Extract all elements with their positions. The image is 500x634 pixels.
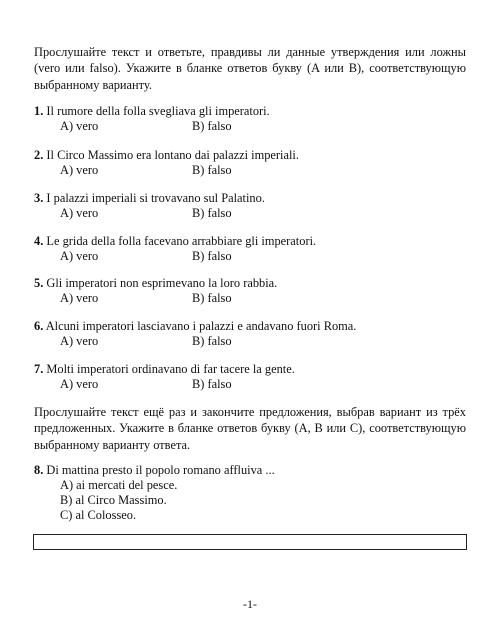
option-b[interactable]: B) falso [192, 119, 232, 133]
option-a[interactable]: A) vero [60, 334, 99, 348]
question-text: Alcuni imperatori lasciavano i palazzi e andavano fuori Roma. [45, 319, 357, 333]
question-number: 1. [34, 104, 44, 118]
question-number: 7. [34, 362, 44, 376]
question-text: Molti imperatori ordinavano di far tacere la gente. [46, 362, 295, 376]
question-8 [34, 463, 466, 523]
option-b[interactable]: B) falso [192, 291, 232, 305]
option-a[interactable]: A) vero [60, 249, 99, 263]
question-number: 2. [34, 148, 44, 162]
option-b[interactable]: B) al Circo Massimo. [60, 493, 167, 507]
question-3 [34, 191, 466, 221]
question-7 [34, 362, 466, 392]
question-2 [34, 148, 466, 178]
question-text: Di mattina presto il popolo romano affluiva ... [46, 463, 275, 477]
option-b[interactable]: B) falso [192, 249, 232, 263]
question-number: 8. [34, 463, 44, 477]
instructions-part-2: Прослушайте текст ещё раз и закончите предложения, выбрав вариант из трёх предложенных. Укажите в бланке ответов букву (A, B или C), соответствующую выбранному варианту ответа. [34, 405, 466, 452]
option-a[interactable]: A) vero [60, 119, 99, 133]
question-text: Il Circo Massimo era lontano dai palazzi imperiali. [46, 148, 299, 162]
option-b[interactable]: B) falso [192, 334, 232, 348]
question-number: 4. [34, 234, 44, 248]
question-number: 6. [34, 319, 44, 333]
option-a[interactable]: A) vero [60, 163, 99, 177]
option-a[interactable]: A) vero [60, 377, 99, 391]
option-c[interactable]: C) al Colosseo. [60, 508, 137, 522]
question-1 [34, 104, 466, 134]
question-text: Gli imperatori non esprimevano la loro rabbia. [46, 276, 278, 290]
question-text: Le grida della folla facevano arrabbiare gli imperatori. [46, 234, 317, 248]
option-a[interactable]: A) vero [60, 291, 99, 305]
answer-box[interactable] [33, 534, 467, 550]
option-b[interactable]: B) falso [192, 163, 232, 177]
option-b[interactable]: B) falso [192, 206, 232, 220]
option-a[interactable]: A) ai mercati del pesce. [60, 478, 178, 492]
option-a[interactable]: A) vero [60, 206, 99, 220]
question-text: Il rumore della folla svegliava gli imperatori. [46, 104, 270, 118]
question-number: 3. [34, 191, 44, 205]
instructions-part-1: Прослушайте текст и ответьте, правдивы ли данные утверждения или ложны (vero или falso). Укажите в бланке ответов букву (A или B), соответствующую выбранному варианту. [34, 45, 466, 92]
question-number: 5. [34, 276, 44, 290]
page-number: -1- [243, 597, 257, 611]
question-6 [34, 319, 466, 349]
question-text: I palazzi imperiali si trovavano sul Palatino. [46, 191, 265, 205]
option-b[interactable]: B) falso [192, 377, 232, 391]
question-4 [34, 234, 466, 264]
question-5 [34, 276, 466, 306]
